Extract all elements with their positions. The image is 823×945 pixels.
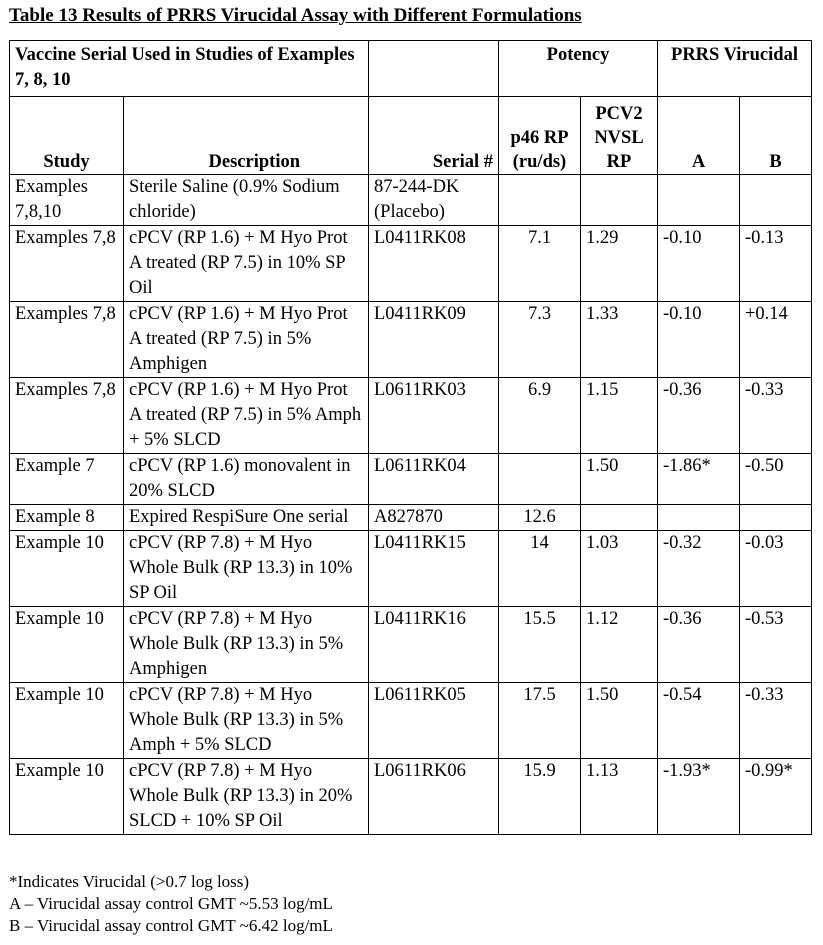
cell-study: Example 10	[10, 531, 124, 607]
cell-p46	[499, 175, 581, 226]
cell-p46: 6.9	[499, 378, 581, 454]
table-row	[10, 454, 812, 505]
table-row	[10, 683, 812, 759]
cell-study: Example 10	[10, 759, 124, 835]
cell-a: -0.36	[658, 378, 740, 454]
cell-b	[740, 175, 812, 226]
cell-pcv2: 1.50	[581, 683, 658, 759]
footnote-a: A – Virucidal assay control GMT ~5.53 log/mL	[9, 894, 333, 913]
results-table	[9, 40, 812, 835]
header-a: A	[658, 97, 740, 175]
header-pcv2-line2: NVSL	[594, 128, 644, 148]
cell-pcv2: 1.12	[581, 607, 658, 683]
cell-a: -0.54	[658, 683, 740, 759]
cell-description: cPCV (RP 1.6) monovalent in 20% SLCD	[124, 454, 369, 505]
cell-b: -0.53	[740, 607, 812, 683]
header-pcv2-line1: PCV2	[595, 104, 643, 124]
header-pcv2	[581, 97, 658, 175]
cell-study: Example 10	[10, 607, 124, 683]
header-p46-line1: p46 RP	[510, 128, 569, 148]
cell-b	[740, 505, 812, 531]
cell-description: Sterile Saline (0.9% Sodium chloride)	[124, 175, 369, 226]
table-row	[10, 531, 812, 607]
header-blank	[369, 41, 499, 97]
cell-description: cPCV (RP 1.6) + M Hyo Prot A treated (RP 7.5) in 10% SP Oil	[124, 226, 369, 302]
cell-pcv2: 1.03	[581, 531, 658, 607]
cell-study: Example 8	[10, 505, 124, 531]
cell-p46: 7.1	[499, 226, 581, 302]
header-p46-line2: (ru/ds)	[512, 152, 567, 172]
header-column-row	[10, 97, 812, 175]
header-study: Study	[10, 97, 124, 175]
footnote-virucidal: *Indicates Virucidal (>0.7 log loss)	[9, 872, 250, 891]
header-pcv2-line3: RP	[606, 152, 632, 172]
cell-pcv2	[581, 505, 658, 531]
cell-serial: L0411RK08	[369, 226, 499, 302]
cell-serial: L0611RK04	[369, 454, 499, 505]
header-description: Description	[124, 97, 369, 175]
cell-study: Example 10	[10, 683, 124, 759]
table-row	[10, 607, 812, 683]
header-group-row	[10, 41, 812, 97]
cell-pcv2: 1.33	[581, 302, 658, 378]
cell-p46: 7.3	[499, 302, 581, 378]
cell-pcv2: 1.29	[581, 226, 658, 302]
cell-p46: 14	[499, 531, 581, 607]
footnote-b: B – Virucidal assay control GMT ~6.42 log/mL	[9, 916, 333, 935]
header-vaccine-serial: Vaccine Serial Used in Studies of Examples 7, 8, 10	[10, 41, 369, 97]
cell-a: -1.86*	[658, 454, 740, 505]
table-title: Table 13 Results of PRRS Virucidal Assay with Different Formulations	[9, 5, 582, 26]
cell-a	[658, 175, 740, 226]
cell-serial: L0411RK16	[369, 607, 499, 683]
table-row	[10, 175, 812, 226]
cell-serial: L0411RK15	[369, 531, 499, 607]
table-row	[10, 505, 812, 531]
cell-description: cPCV (RP 7.8) + M Hyo Whole Bulk (RP 13.3) in 5% Amphigen	[124, 607, 369, 683]
header-serial: Serial #	[369, 97, 499, 175]
cell-p46: 15.5	[499, 607, 581, 683]
header-p46	[499, 97, 581, 175]
table-row	[10, 378, 812, 454]
cell-serial: L0411RK09	[369, 302, 499, 378]
cell-b: -0.99*	[740, 759, 812, 835]
cell-p46	[499, 454, 581, 505]
cell-b: -0.33	[740, 683, 812, 759]
cell-description: cPCV (RP 7.8) + M Hyo Whole Bulk (RP 13.3) in 10% SP Oil	[124, 531, 369, 607]
cell-pcv2: 1.13	[581, 759, 658, 835]
cell-serial: L0611RK05	[369, 683, 499, 759]
cell-study: Examples 7,8	[10, 226, 124, 302]
cell-a: -1.93*	[658, 759, 740, 835]
cell-serial: L0611RK03	[369, 378, 499, 454]
cell-serial: 87-244-DK (Placebo)	[369, 175, 499, 226]
table-row	[10, 302, 812, 378]
cell-study: Examples 7,8,10	[10, 175, 124, 226]
cell-b: +0.14	[740, 302, 812, 378]
cell-pcv2	[581, 175, 658, 226]
cell-serial: A827870	[369, 505, 499, 531]
cell-description: cPCV (RP 7.8) + M Hyo Whole Bulk (RP 13.3) in 20% SLCD + 10% SP Oil	[124, 759, 369, 835]
table-footnotes	[9, 871, 333, 937]
cell-b: -0.33	[740, 378, 812, 454]
cell-p46: 12.6	[499, 505, 581, 531]
cell-study: Example 7	[10, 454, 124, 505]
cell-a	[658, 505, 740, 531]
cell-description: Expired RespiSure One serial	[124, 505, 369, 531]
cell-description: cPCV (RP 7.8) + M Hyo Whole Bulk (RP 13.3) in 5% Amph + 5% SLCD	[124, 683, 369, 759]
cell-a: -0.10	[658, 226, 740, 302]
cell-study: Examples 7,8	[10, 378, 124, 454]
cell-study: Examples 7,8	[10, 302, 124, 378]
table-row	[10, 759, 812, 835]
cell-b: -0.03	[740, 531, 812, 607]
cell-serial: L0611RK06	[369, 759, 499, 835]
header-b: B	[740, 97, 812, 175]
cell-pcv2: 1.50	[581, 454, 658, 505]
cell-a: -0.32	[658, 531, 740, 607]
cell-a: -0.36	[658, 607, 740, 683]
cell-b: -0.50	[740, 454, 812, 505]
header-potency: Potency	[499, 41, 658, 97]
cell-description: cPCV (RP 1.6) + M Hyo Prot A treated (RP 7.5) in 5% Amphigen	[124, 302, 369, 378]
table-row	[10, 226, 812, 302]
cell-p46: 17.5	[499, 683, 581, 759]
cell-b: -0.13	[740, 226, 812, 302]
cell-p46: 15.9	[499, 759, 581, 835]
cell-a: -0.10	[658, 302, 740, 378]
cell-pcv2: 1.15	[581, 378, 658, 454]
header-prrs-virucidal: PRRS Virucidal	[658, 41, 812, 97]
cell-description: cPCV (RP 1.6) + M Hyo Prot A treated (RP 7.5) in 5% Amph + 5% SLCD	[124, 378, 369, 454]
